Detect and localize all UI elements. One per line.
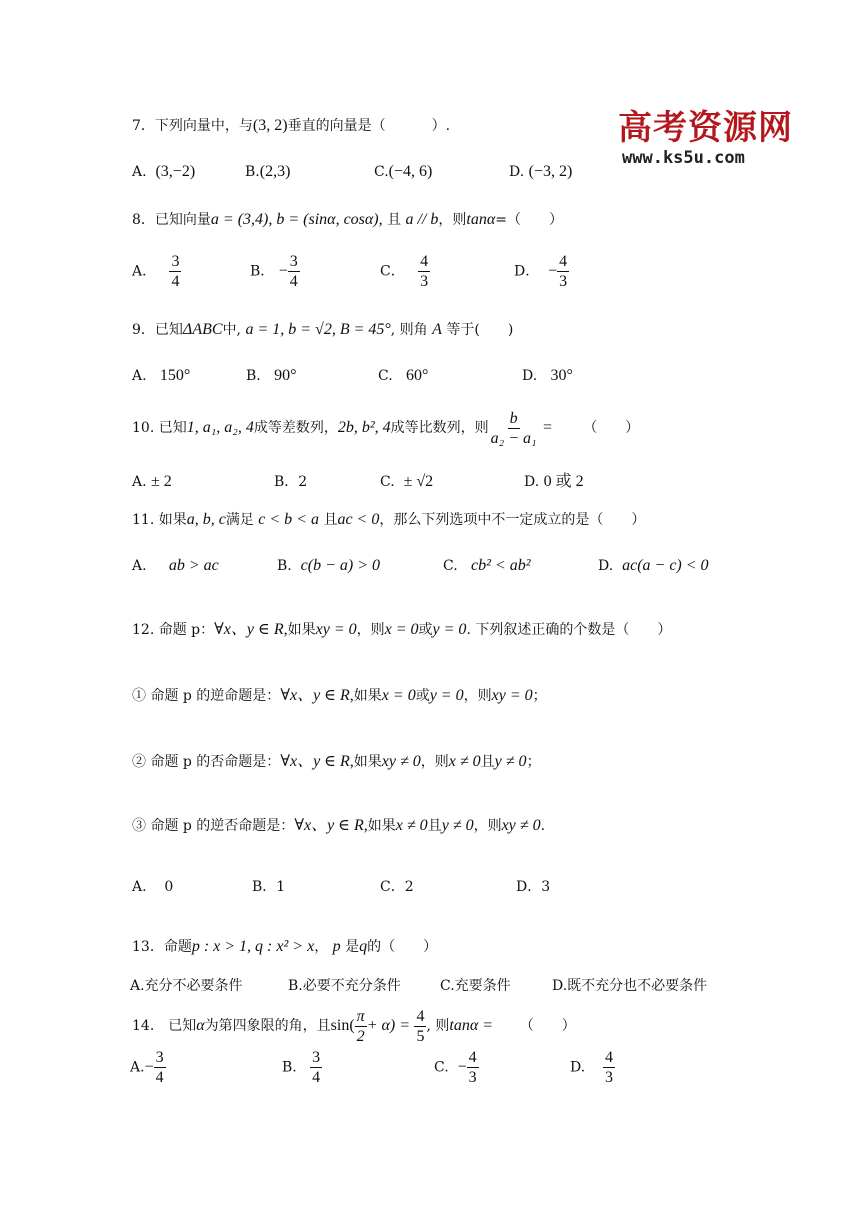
q7-prefix: 7．下列向量中，与 bbox=[132, 118, 253, 134]
q10-option-b: B．2 bbox=[274, 474, 308, 490]
q8-option-a: A． $\frac{3}{4}$ bbox=[132, 253, 180, 290]
q7-option-a: A. (3,−2) bbox=[132, 163, 196, 180]
q9-option-c: C. 60° bbox=[378, 367, 429, 384]
q8-option-c: C． $\frac{4}{3}$ bbox=[380, 253, 429, 290]
question-11: 11. 如果a, b, c满足 c < b < a 且ac < 0，那么下列选项中不一定成立的是（ ） bbox=[132, 511, 646, 528]
q8-tan: tanα bbox=[466, 211, 496, 228]
q11-option-a: A. ab > ac bbox=[132, 557, 219, 574]
q11-option-c: C. cb² < ab² bbox=[443, 557, 531, 574]
q7-vector: (3, 2) bbox=[252, 117, 288, 134]
question-13: 13．命题p : x > 1, q : x² > x， p 是q的（ ） bbox=[132, 938, 438, 955]
q10-option-d: D. 0 或 2 bbox=[524, 473, 584, 490]
q11-option-d: D. ac(a − c) < 0 bbox=[598, 557, 709, 574]
q14-option-c: C. − $\frac{4}{3}$ bbox=[434, 1049, 477, 1086]
q8-expr: a = (3,4), b = (sinα, cosα), bbox=[210, 211, 383, 228]
q8-prefix: 8．已知向量 bbox=[132, 212, 211, 228]
q10-option-c: C. ± √2 bbox=[380, 473, 434, 490]
q12-statement-2: ② 命题 p 的否命题是：∀x、y ∈ R,如果xy ≠ 0，则x ≠ 0且y ≠ 0； bbox=[132, 753, 541, 770]
q13-option-c: C.充要条件 bbox=[440, 978, 511, 994]
q10-option-a: A. ± 2 bbox=[132, 473, 172, 490]
q12-option-b: B．1 bbox=[252, 879, 286, 895]
q9-conditions: a = 1, b = √2, B = 45° bbox=[245, 321, 391, 338]
q13-option-d: D.既不充分也不必要条件 bbox=[552, 978, 708, 994]
watermark-main-text: 高考资源网 bbox=[618, 108, 793, 148]
q9-option-d: D. 30° bbox=[522, 367, 573, 384]
q14-option-a: A.− $\frac{3}{4}$ bbox=[130, 1049, 164, 1086]
q7-option-d: D. (−3, 2) bbox=[509, 163, 573, 180]
q14-option-d: D. $\frac{4}{3}$ bbox=[570, 1049, 613, 1086]
q8-rel: a // b bbox=[405, 211, 439, 228]
question-10: 10. 已知1, a₁, a₂, 4成等差数列，2b, b², 4成等比数列，则 $\frac{b}{\text{a₂ − a₁}}$ = （ ） bbox=[132, 409, 640, 447]
q7-end: ）. bbox=[431, 118, 451, 134]
q9-option-a: A. 150° bbox=[132, 367, 191, 384]
q8-then: ，则 bbox=[438, 212, 467, 228]
q13-option-b: B.必要不充分条件 bbox=[288, 978, 401, 994]
q7-option-c: C.(−4, 6) bbox=[374, 163, 433, 180]
q7-option-b: B.(2,3) bbox=[245, 163, 291, 180]
q8-mid: 且 bbox=[387, 212, 402, 228]
watermark-logo bbox=[618, 108, 800, 168]
q12-option-a: A. 0 bbox=[132, 879, 174, 895]
q14-option-b: B. $\frac{3}{4}$ bbox=[282, 1049, 321, 1086]
q7-suffix: 垂直的向量是（ bbox=[287, 118, 386, 134]
q10-arith-seq: 1, a₁, a₂, 4 bbox=[186, 419, 254, 436]
q9-option-b: B. 90° bbox=[246, 367, 297, 384]
watermark-url-text: www.ks5u.com bbox=[622, 148, 745, 168]
question-7 bbox=[132, 116, 450, 136]
q8-option-b: B． − $\frac{3}{4}$ bbox=[250, 253, 298, 290]
q12-statement-3: ③ 命题 p 的逆否命题是：∀x、y ∈ R,如果x ≠ 0且y ≠ 0，则xy ≠ 0. bbox=[132, 817, 546, 834]
question-12: 12. 命题 p：∀x、y ∈ R,如果xy = 0，则x = 0或y = 0. 下列叙述正确的个数是（ ） bbox=[132, 621, 672, 638]
q12-statement-1: ① 命题 p 的逆命题是：∀x、y ∈ R,如果x = 0或y = 0，则xy = 0； bbox=[132, 687, 547, 704]
q10-fraction: $\frac{b}{\text{a₂ − a₁}}$ bbox=[490, 409, 537, 447]
question-9: 9．已知ΔABC中, a = 1, b = √2, B = 45°, 则角 A 等于( ) bbox=[132, 321, 514, 338]
question-8 bbox=[132, 210, 563, 230]
q12-option-c: C．2 bbox=[380, 879, 414, 895]
question-14: 14. 已知α为第四象限的角，且sin( $\frac{\pi}{2}$ + α) = $\frac{4}{5}$ , 则tanα = （ ） bbox=[132, 1007, 576, 1045]
q9-triangle: ΔABC bbox=[182, 321, 223, 338]
q13-option-a: A.充分不必要条件 bbox=[130, 978, 243, 994]
q10-geo-seq: 2b, b², 4 bbox=[337, 419, 391, 436]
q8-option-d: D． − $\frac{4}{3}$ bbox=[514, 253, 568, 290]
q12-option-d: D．3 bbox=[516, 879, 551, 895]
q11-option-b: B. c(b − a) > 0 bbox=[277, 557, 381, 574]
q8-tail: =（ ） bbox=[495, 212, 563, 228]
